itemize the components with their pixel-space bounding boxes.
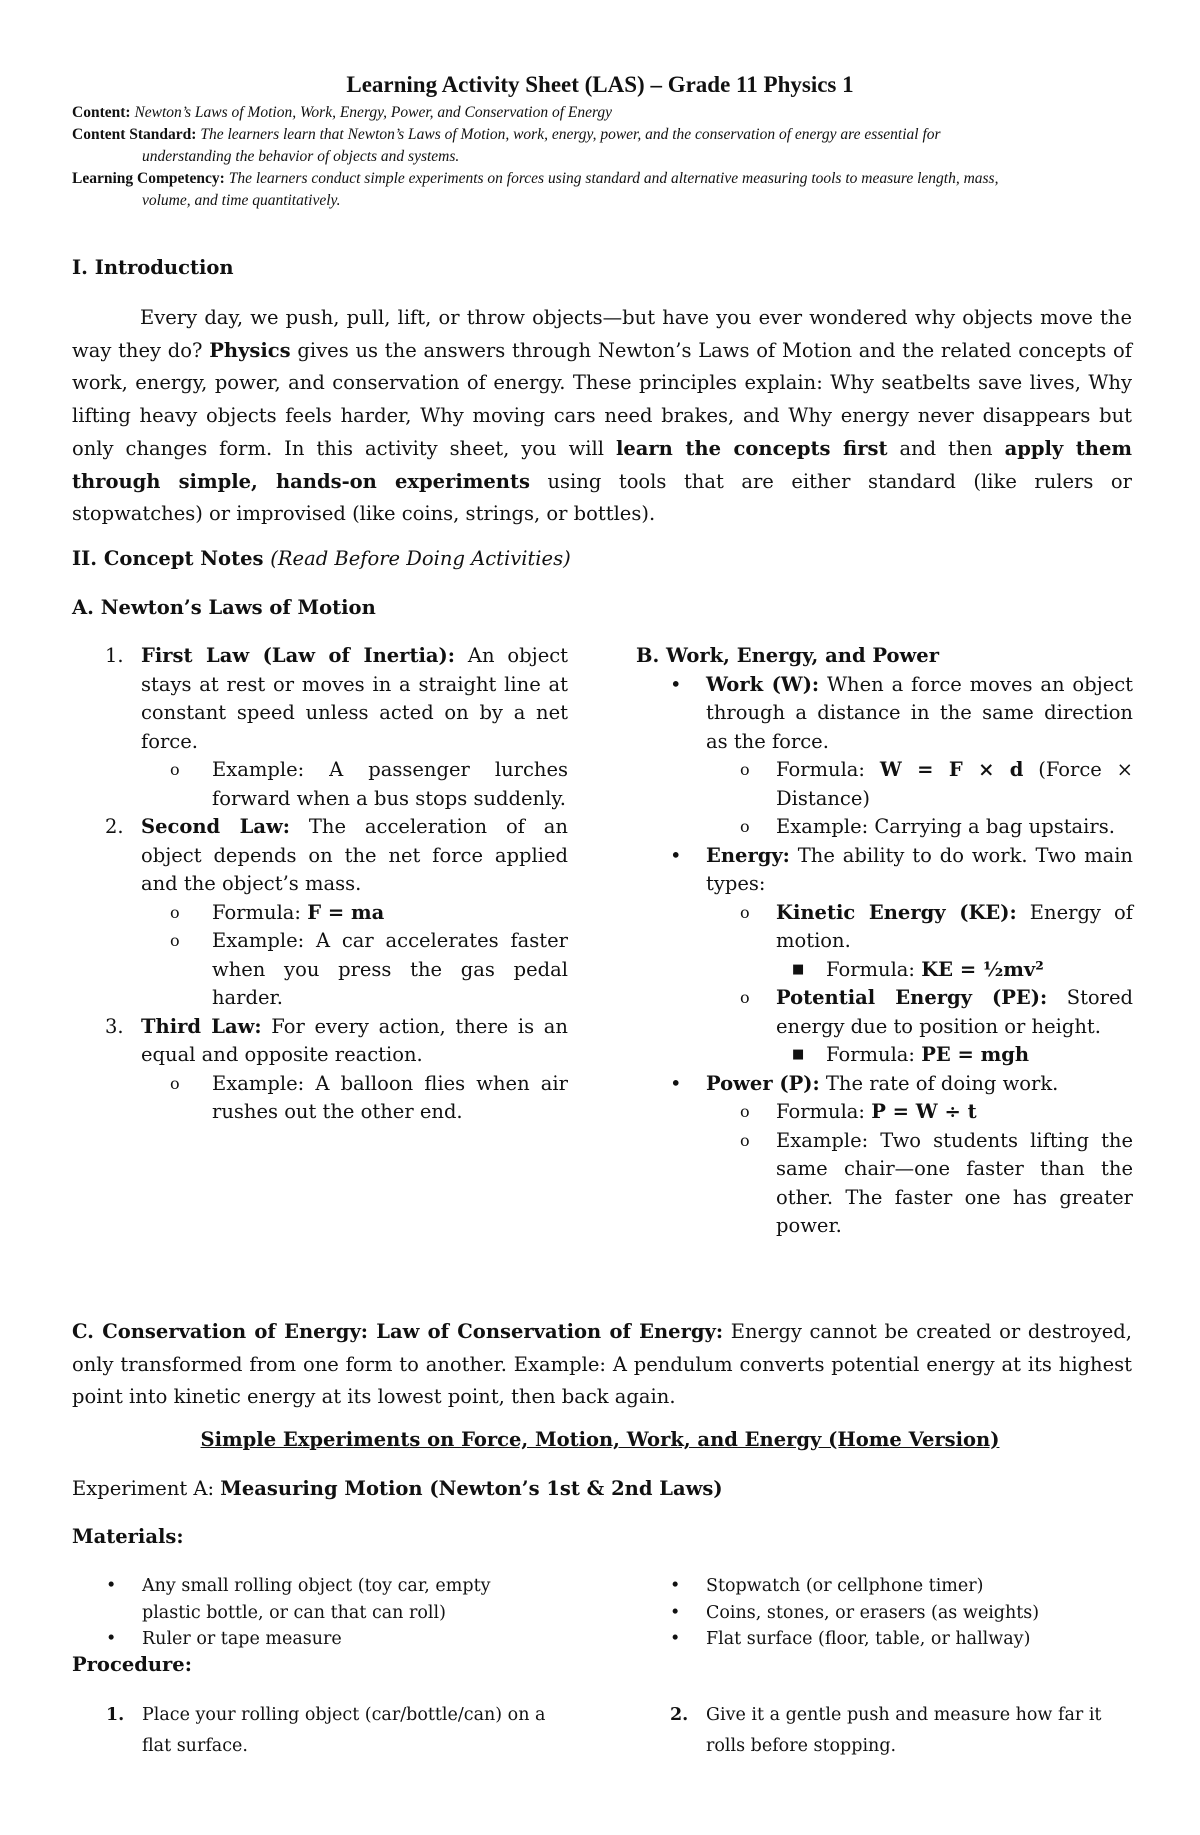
list-item-third-law: 3. Third Law: For every action, there is an equal and opposite reaction.	[105, 1014, 568, 1066]
materials-list-right	[636, 1573, 1133, 1653]
experiment-a-heading: Experiment A: Measuring Motion (Newton’s 1st & 2nd Laws)	[72, 1477, 723, 1500]
learning-competency-value-cont: volume, and time quantitatively.	[142, 192, 341, 209]
experiments-title: Simple Experiments on Force, Motion, Work, and Energy (Home Version)	[200, 1428, 1000, 1451]
list-item-kinetic-energy-formula: ■ Formula: KE = ½mv²	[792, 957, 1044, 981]
list-item-first-law-example: o Example: A passenger lurches forward when a bus stops suddenly.	[170, 758, 568, 810]
learning-competency-label: Learning Competency:	[72, 170, 225, 187]
work-energy-power-section	[636, 642, 1133, 1241]
list-item-first-law: 1. First Law (Law of Inertia): An object stays at rest or moves in a straight line at constant speed unless acted on by a net force.	[105, 644, 569, 753]
list-item: • Stopwatch (or cellphone timer)	[670, 1576, 984, 1596]
content-standard-label: Content Standard:	[72, 126, 197, 143]
learning-competency-value: The learners conduct simple experiments on forces using standard and alternative measuring tools to measure length, mass,	[228, 170, 999, 187]
work-energy-power-heading: B. Work, Energy, and Power	[636, 644, 939, 667]
list-item-energy: • Energy: The ability to do work. Two main types:	[670, 843, 1133, 895]
list-item-third-law-example: o Example: A balloon flies when air rushes out the other end.	[170, 1071, 568, 1123]
list-item-work: • Work (W): When a force moves an object through a distance in the same direction as the force.	[670, 672, 1133, 753]
introduction-paragraph: Every day, we push, pull, lift, or throw objects—but have you ever wondered why objects move the way they do? Physics gives us the answers through Newton’s Laws of Motion and the related concepts of work, energy, power, and conservation of energy. These principles explain: Why seatbelts save lives, Why lifting heavy objects feels harder, Why moving cars need brakes, and Why energy never disappears but only changes form. In this activity sheet, you will learn the concepts first and then apply them through simple, hands-on experiments using tools that are either standard (like rulers or stopwatches) or improvised (like coins, strings, or bottles).	[72, 306, 1132, 526]
materials-list-left	[72, 1573, 542, 1653]
list-item-power: • Power (P): The rate of doing work.	[670, 1071, 1059, 1095]
content-standard-line	[72, 124, 1132, 168]
list-item-second-law: 2. Second Law: The acceleration of an object depends on the net force applied and the object’s mass.	[105, 815, 568, 895]
content-line	[72, 102, 1132, 124]
list-item-power-example: o Example: Two students lifting the same chair—one faster than the other. The faster one has greater power.	[740, 1128, 1133, 1237]
procedure-heading: Procedure:	[72, 1653, 192, 1676]
content-standard-value-cont: understanding the behavior of objects and systems.	[142, 148, 460, 165]
list-item: • Any small rolling object (toy car, empty plastic bottle, or can that can roll)	[106, 1576, 491, 1623]
content-standard-value: The learners learn that Newton’s Laws of Motion, work, energy, power, and the conservation of energy are essential for	[200, 126, 941, 143]
page-title: Learning Activity Sheet (LAS) – Grade 11 Physics 1	[346, 72, 854, 97]
conservation-of-energy-paragraph: C. Conservation of Energy: Law of Conservation of Energy: Energy cannot be created or destroyed, only transformed from one form to another. Example: A pendulum converts potential energy at its highest point into kinetic energy at its lowest point, then back again.	[72, 1320, 1132, 1408]
list-item-work-formula: o Formula: W = F × d (Force × Distance)	[740, 758, 1133, 810]
list-item: • Ruler or tape measure	[106, 1629, 342, 1649]
newtons-laws-list	[72, 642, 568, 1127]
list-item: • Flat surface (floor, table, or hallway)	[670, 1629, 1031, 1649]
learning-competency-line	[72, 168, 1132, 212]
list-item-second-law-formula: o Formula: F = ma	[170, 900, 385, 924]
concept-notes-heading: II. Concept Notes (Read Before Doing Activities)	[72, 547, 571, 570]
list-item-second-law-example: o Example: A car accelerates faster when you press the gas pedal harder.	[170, 929, 568, 1009]
materials-heading: Materials:	[72, 1525, 184, 1548]
procedure-step-1: 1. Place your rolling object (car/bottle/can) on a flat surface.	[106, 1705, 546, 1756]
list-item-potential-energy: o Potential Energy (PE): Stored energy due to position or height.	[740, 986, 1134, 1038]
list-item: • Coins, stones, or erasers (as weights)	[670, 1602, 1040, 1623]
content-label: Content:	[72, 104, 131, 121]
content-value: Newton’s Laws of Motion, Work, Energy, Power, and Conservation of Energy	[134, 104, 613, 121]
list-item-potential-energy-formula: ■ Formula: PE = mgh	[792, 1043, 1030, 1066]
list-item-kinetic-energy: o Kinetic Energy (KE): Energy of motion.	[740, 900, 1133, 952]
introduction-heading: I. Introduction	[72, 256, 234, 279]
list-item-power-formula: o Formula: P = W ÷ t	[740, 1100, 977, 1123]
newtons-laws-heading: A. Newton’s Laws of Motion	[72, 596, 376, 619]
list-item-work-example: o Example: Carrying a bag upstairs.	[740, 815, 1115, 838]
procedure-step-2: 2. Give it a gentle push and measure how far it rolls before stopping.	[670, 1705, 1102, 1756]
